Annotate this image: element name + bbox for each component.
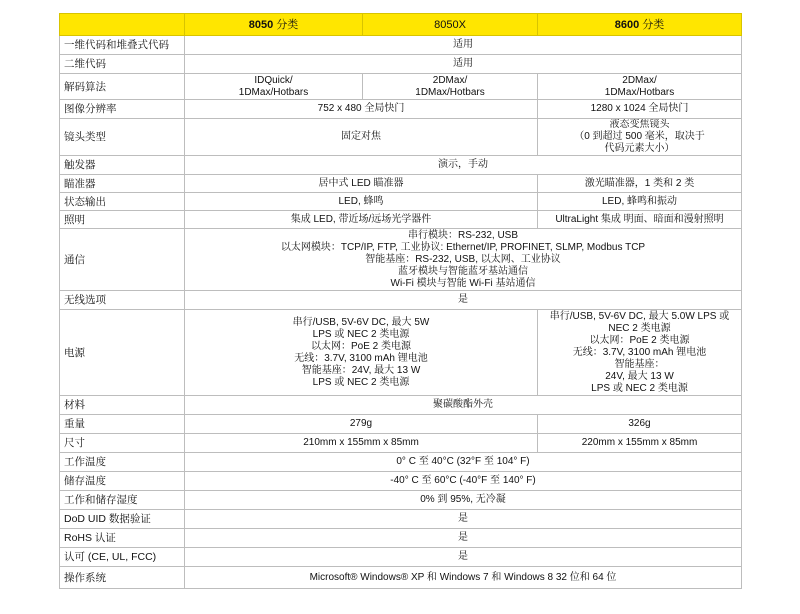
row-value: 是 — [185, 510, 742, 529]
row-label: 照明 — [60, 211, 185, 229]
row-value: 聚碳酸酯外壳 — [185, 396, 742, 415]
row-label: 电源 — [60, 310, 185, 396]
table-row — [60, 510, 742, 529]
row-value-8600: 液态变焦镜头 （0 到超过 500 毫米，取决于 代码元素大小） — [538, 119, 742, 156]
table-row — [60, 567, 742, 589]
row-value-8600: 2DMax/ 1DMax/Hotbars — [538, 74, 742, 100]
row-label: 触发器 — [60, 156, 185, 175]
row-label: 解码算法 — [60, 74, 185, 100]
row-label: 工作和储存湿度 — [60, 491, 185, 510]
row-label: 工作温度 — [60, 453, 185, 472]
table-row — [60, 211, 742, 229]
row-value: 是 — [185, 548, 742, 567]
table-row — [60, 472, 742, 491]
header-8600-model: 8600 — [614, 18, 640, 31]
row-value-8600: 326g — [538, 415, 742, 434]
row-label: 尺寸 — [60, 434, 185, 453]
row-value-8600: 激光瞄准器，1 类和 2 类 — [538, 175, 742, 193]
table-row — [60, 55, 742, 74]
row-label: 储存温度 — [60, 472, 185, 491]
row-value: 串行模块：RS-232, USB 以太网模块：TCP/IP, FTP, 工业协议: Ethernet/IP, PROFINET, SLMP, Modbus TCP 智能基座：RS-232, USB, 以太网、工业协议 蓝牙模块与智能蓝牙基站通信 Wi-Fi 模块与智能 Wi-Fi 基站通信 — [185, 229, 742, 291]
row-value-8050x: 2DMax/ 1DMax/Hotbars — [363, 74, 538, 100]
row-value: 适用 — [185, 36, 742, 55]
header-8050x: 8050X — [363, 14, 538, 36]
row-value-8050-group: 固定对焦 — [185, 119, 538, 156]
row-value: Microsoft® Windows® XP 和 Windows 7 和 Windows 8 32 位和 64 位 — [185, 567, 742, 589]
table-row — [60, 175, 742, 193]
row-value: 演示，手动 — [185, 156, 742, 175]
row-label: DoD UID 数据验证 — [60, 510, 185, 529]
header-corner — [60, 14, 185, 36]
table-row — [60, 156, 742, 175]
header-8050 — [185, 14, 363, 36]
table-row — [60, 434, 742, 453]
row-value-8600: UltraLight 集成 明面、暗面和漫射照明 — [538, 211, 742, 229]
row-value-8600: 串行/USB, 5V-6V DC, 最大 5.0W LPS 或 NEC 2 类电源 以太网：PoE 2 类电源 无线：3.7V, 3100 mAh 锂电池 智能基座： 24V, 最大 13 W LPS 或 NEC 2 类电源 — [538, 310, 742, 396]
row-label: 一维代码和堆叠式代码 — [60, 36, 185, 55]
table-row — [60, 291, 742, 310]
row-value-8050-group: 279g — [185, 415, 538, 434]
row-value: 0% 到 95%, 无冷凝 — [185, 491, 742, 510]
row-label: 重量 — [60, 415, 185, 434]
table-row — [60, 229, 742, 291]
row-value-8050-group: 集成 LED, 带近场/远场光学器件 — [185, 211, 538, 229]
header-row — [60, 14, 742, 36]
row-label: 镜头类型 — [60, 119, 185, 156]
table-row — [60, 453, 742, 472]
table-row — [60, 396, 742, 415]
table-row — [60, 529, 742, 548]
row-value-8600: 1280 x 1024 全局快门 — [538, 100, 742, 119]
table-row — [60, 415, 742, 434]
row-value: 是 — [185, 529, 742, 548]
row-value: 0° C 至 40°C (32°F 至 104° F) — [185, 453, 742, 472]
row-value: 适用 — [185, 55, 742, 74]
header-8050-model: 8050 — [248, 18, 274, 31]
header-8050-suffix: 分类 — [273, 18, 299, 31]
row-label: 图像分辨率 — [60, 100, 185, 119]
table-row — [60, 100, 742, 119]
row-label: RoHS 认证 — [60, 529, 185, 548]
row-value-8050-group: 210mm x 155mm x 85mm — [185, 434, 538, 453]
row-value-8050-group: 752 x 480 全局快门 — [185, 100, 538, 119]
table-row — [60, 36, 742, 55]
row-label: 瞄准器 — [60, 175, 185, 193]
row-label: 二维代码 — [60, 55, 185, 74]
row-label: 认可 (CE, UL, FCC) — [60, 548, 185, 567]
table-row — [60, 548, 742, 567]
header-8600 — [538, 14, 742, 36]
table-row — [60, 491, 742, 510]
row-value-8050-group: LED, 蜂鸣 — [185, 193, 538, 211]
table-row — [60, 74, 742, 100]
header-8600-suffix: 分类 — [639, 18, 665, 31]
row-value-8050: IDQuick/ 1DMax/Hotbars — [185, 74, 363, 100]
row-label: 无线选项 — [60, 291, 185, 310]
row-label: 操作系统 — [60, 567, 185, 589]
row-label: 通信 — [60, 229, 185, 291]
table-row — [60, 193, 742, 211]
row-value-8600: LED, 蜂鸣和振动 — [538, 193, 742, 211]
row-value: -40° C 至 60°C (-40°F 至 140° F) — [185, 472, 742, 491]
row-value-8050-group: 居中式 LED 瞄准器 — [185, 175, 538, 193]
spec-table — [59, 13, 742, 589]
row-label: 材料 — [60, 396, 185, 415]
row-label: 状态输出 — [60, 193, 185, 211]
table-row — [60, 310, 742, 396]
table-row — [60, 119, 742, 156]
row-value-8600: 220mm x 155mm x 85mm — [538, 434, 742, 453]
row-value-8050-group: 串行/USB, 5V-6V DC, 最大 5W LPS 或 NEC 2 类电源 以太网：PoE 2 类电源 无线：3.7V, 3100 mAh 锂电池 智能基座：24V, 最大 13 W LPS 或 NEC 2 类电源 — [185, 310, 538, 396]
row-value: 是 — [185, 291, 742, 310]
